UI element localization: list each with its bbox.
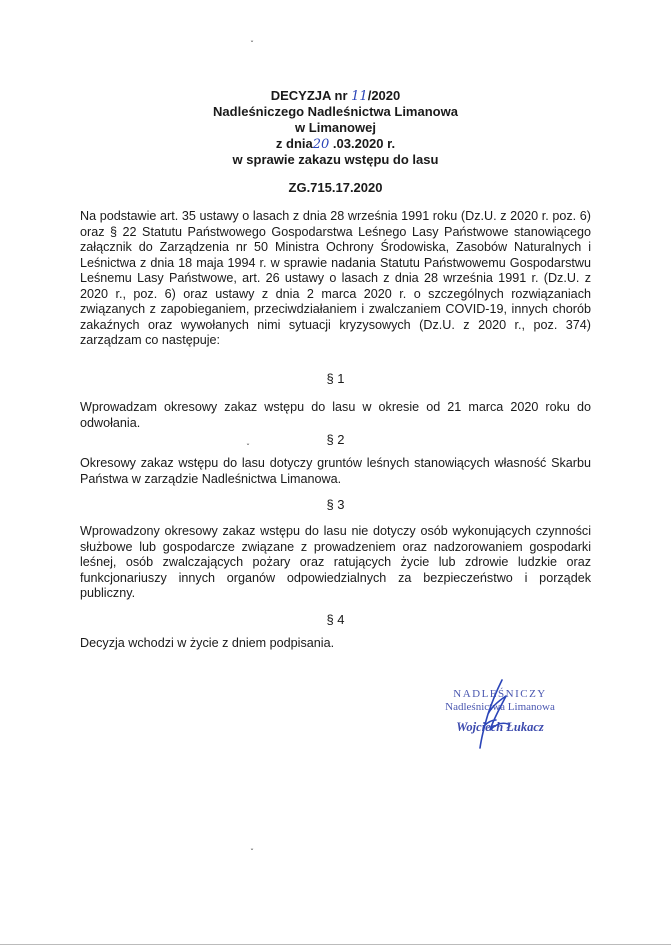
section-2-mark: § 2 xyxy=(326,432,345,447)
section-4-text: Decyzja wchodzi w życie z dniem podpisania. xyxy=(80,636,335,650)
location-line: w Limanowej xyxy=(295,120,376,135)
date-line xyxy=(0,136,671,153)
handwritten-signature xyxy=(462,678,522,753)
title-suffix: /2020 xyxy=(367,88,401,103)
scan-speck: ˇ xyxy=(246,443,250,452)
section-1-mark: § 1 xyxy=(326,371,345,386)
issuer-line: Nadleśniczego Nadleśnictwa Limanowa xyxy=(213,104,458,119)
section-1-text: Wprowadzam okresowy zakaz wstępu do lasu w okresie od 21 marca 2020 roku do odwołania. xyxy=(80,400,591,430)
title-prefix: DECYZJA nr xyxy=(270,88,352,103)
scan-speck: ˇ xyxy=(250,40,254,49)
date-suffix: .03.2020 r. xyxy=(329,136,396,151)
stamp-subtitle: Nadleśnictwa Limanowa xyxy=(445,701,555,713)
signatory-name: Wojciech Łukacz xyxy=(456,720,544,734)
subject-line: w sprawie zakazu wstępu do lasu xyxy=(232,152,439,167)
section-2-text: Okresowy zakaz wstępu do lasu dotyczy gruntów leśnych stanowiących własność Skarbu Państwa w zarządzie Nadleśnictwa Limanowa. xyxy=(80,456,591,486)
decision-title xyxy=(0,88,671,105)
scan-speck: ˇ xyxy=(250,848,254,857)
handwritten-number: 11 xyxy=(351,89,368,104)
section-3-text: Wprowadzony okresowy zakaz wstępu do lasu nie dotyczy osób wykonujących czynności służbowe lub gospodarcze związane z prowadzeniem oraz nadzorowaniem gospodarki leśnej, osób zwalczających pożary oraz ratujących życie lub zdrowie ludzkie oraz funkcjonariuszy innych organów odpowiedzialnych za bezpieczeństwo i porządek publiczny. xyxy=(80,524,591,600)
section-3-mark: § 3 xyxy=(326,497,345,512)
preamble-paragraph: Na podstawie art. 35 ustawy o lasach z dnia 28 września 1991 roku (Dz.U. z 2020 r. poz. 6) oraz § 22 Statutu Państwowego Gospodarstwa Leśnego Lasy Państwowe stanowiącego załącznik do Zarządzenia nr 50 Ministra Ochrony Środowiska, Zasobów Naturalnych i Leśnictwa z dnia 18 maja 1994 r. w sprawie nadania Statutu Państwowemu Gospodarstwu Leśnemu Lasy Państwowe, art. 26 ustawy o lasach z dnia 28 września 1991 r. (Dz.U. z 2020 r., poz. 6) oraz ustawy z dnia 2 marca 2020 r. o szczególnych rozwiązaniach związanych z zapobieganiem, przeciwdziałaniem i zwalczaniem COVID-19, innych chorób zakaźnych oraz wywołanych nimi sytuacji kryzysowych (Dz.U. z 2020 r., poz. 374) zarządzam co następuje: xyxy=(80,209,591,347)
date-prefix: z dnia xyxy=(275,136,313,151)
section-4-mark: § 4 xyxy=(326,612,345,627)
page-edge-line xyxy=(0,944,671,945)
stamp-title: NADLEŚNICZY xyxy=(453,688,547,700)
handwritten-day: 20 xyxy=(312,137,330,152)
reference-number: ZG.715.17.2020 xyxy=(288,180,383,195)
